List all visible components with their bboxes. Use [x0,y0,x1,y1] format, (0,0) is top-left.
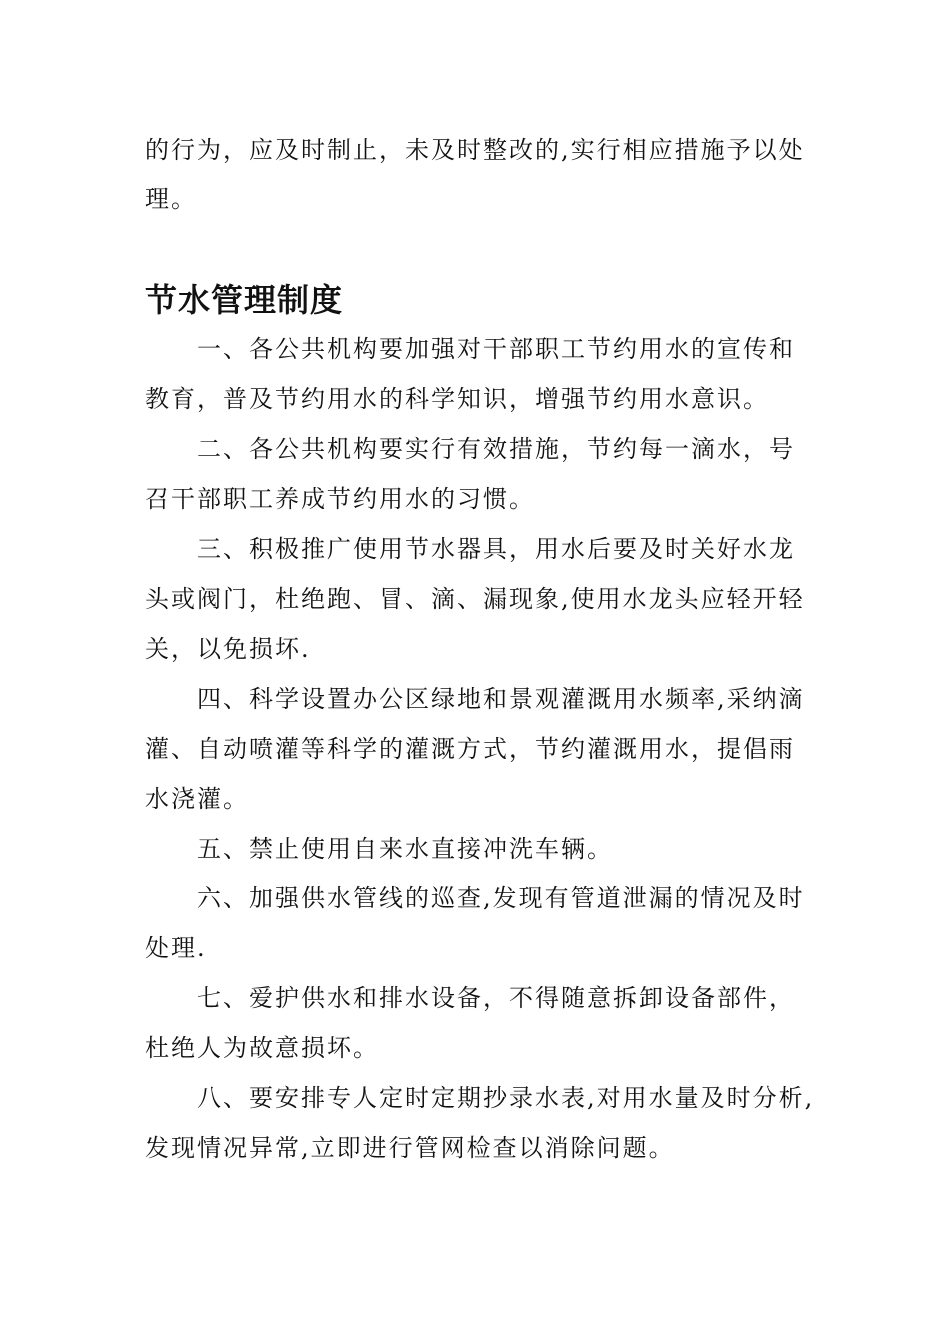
paragraph-3-line-2: 头或阀门，杜绝跑、冒、滴、漏现象,使用水龙头应轻开轻 [145,585,805,613]
paragraph-7-line-1: 七、爱护供水和排水设备，不得随意拆卸设备部件， [197,984,795,1012]
paragraph-6-line-2: 处理. [145,934,207,962]
paragraph-3-line-3: 关，以免损坏. [145,635,311,663]
paragraph-4-line-1: 四、科学设置办公区绿地和景观灌溉用水频率,采纳滴 [197,685,805,713]
paragraph-8-line-2: 发现情况异常,立即进行管网检查以消除问题。 [145,1134,675,1162]
paragraph-7-line-2: 杜绝人为故意损坏。 [145,1034,379,1062]
paragraph-8-line-1: 八、要安排专人定时定期抄录水表,对用水量及时分析, [197,1084,815,1112]
paragraph-2-line-1: 二、各公共机构要实行有效措施，节约每一滴水，号 [197,435,795,463]
continuation-line-2: 理。 [145,185,197,213]
section-heading: 节水管理制度 [145,281,344,319]
paragraph-5-line-1: 五、禁止使用自来水直接冲洗车辆。 [197,835,613,863]
paragraph-2-line-2: 召干部职工养成节约用水的习惯。 [145,485,535,513]
paragraph-3-line-1: 三、积极推广使用节水器具，用水后要及时关好水龙 [197,535,795,563]
paragraph-4-line-2: 灌、自动喷灌等科学的灌溉方式，节约灌溉用水，提倡雨 [145,735,795,763]
paragraph-4-line-3: 水浇灌。 [145,785,249,813]
paragraph-1-line-1: 一、各公共机构要加强对干部职工节约用水的宣传和 [197,335,795,363]
paragraph-6-line-1: 六、加强供水管线的巡查,发现有管道泄漏的情况及时 [197,884,805,912]
continuation-line-1: 的行为，应及时制止，未及时整改的,实行相应措施予以处 [145,136,805,164]
paragraph-1-line-2: 教育，普及节约用水的科学知识，增强节约用水意识。 [145,385,769,413]
